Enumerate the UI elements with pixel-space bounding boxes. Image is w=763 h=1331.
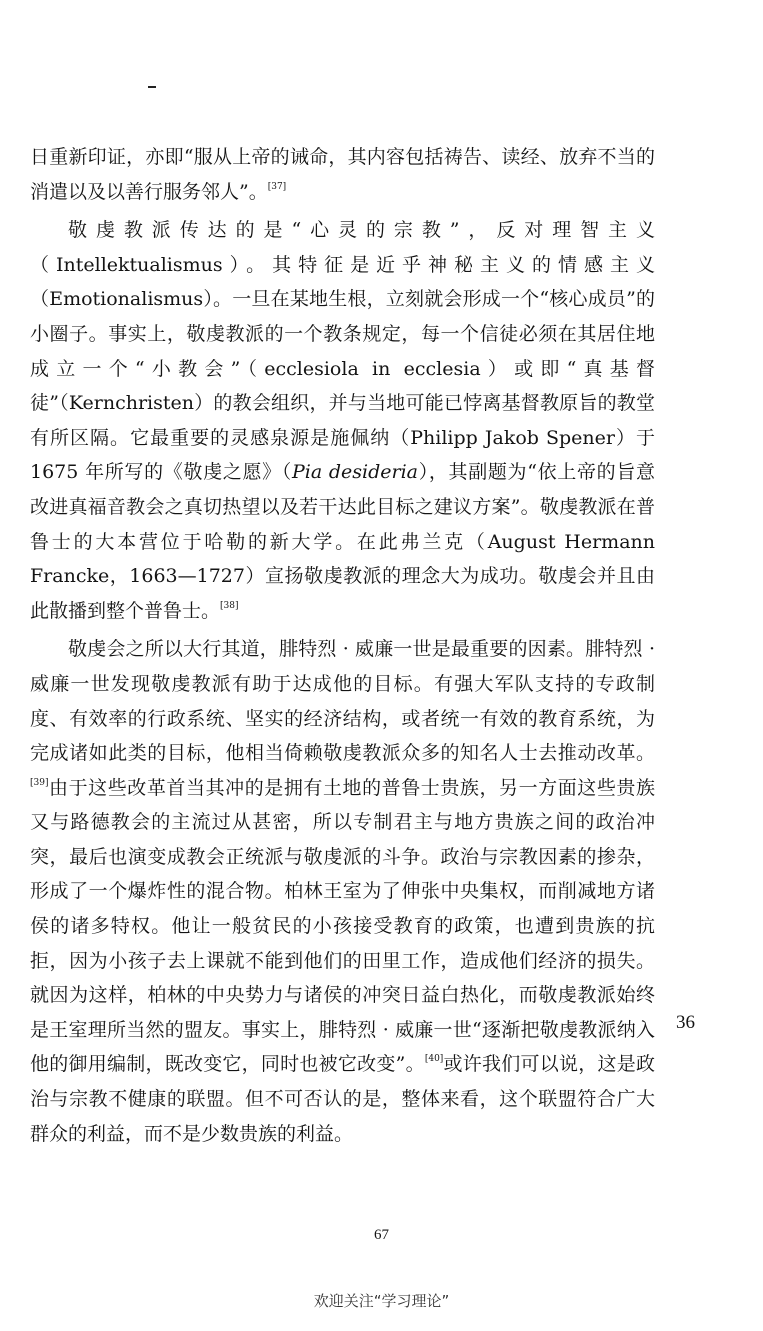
footnote-ref: [39] — [30, 777, 49, 788]
margin-number: 36 — [676, 1012, 695, 1033]
body-text — [30, 140, 655, 1151]
footer-note: 欢迎关注“学习理论” — [313, 1292, 450, 1310]
text-segment: 敬虔会之所以大行其道，腓特烈 · 威廉一世是最重要的因素。腓特烈 · 威廉一世发现敬虔教派有助于达成他的目标。有强大军队支持的专政制度、有效率的行政系统、坚实的经济结构，或者统一有效的教育系统，为完成诸如此类的目标，他相当倚赖敬虔教派众多的知名人士去推动改革。 — [30, 638, 655, 765]
paragraph — [30, 140, 655, 209]
text-segment: ），其副题为“依上帝的旨意改进真福音教会之真切热望以及若干达此目标之建议方案”。敬虔教派在普鲁士的大本营位于哈勒的新大学。在此弗兰克（August Hermann Francke，1663—1727）宣扬敬虔教派的理念大为成功。敬虔会并且由此散播到整个普鲁士。 — [30, 461, 655, 622]
text-segment: 或许我们可以说，这是政治与宗教不健康的联盟。但不可否认的是，整体来看，这个联盟符合广大群众的利益，而不是少数贵族的利益。 — [30, 1053, 655, 1145]
text-segment: 敬虔教派传达的是“心灵的宗教”，反对理智主义（Intellektualismus）。其特征是近乎神秘主义的情感主义（Emotionalismus）。一旦在某地生根，立刻就会形成一个“核心成员”的小圈子。事实上，敬虔教派的一个教条规定，每一个信徒必须在其居住地成立一个“小教会”（ecclesiola in ecclesia）或即“真基督徒”（Kernchristen）的教会组织，并与当地可能已悖离基督教原旨的教堂有所区隔。它最重要的灵感泉源是施佩纳（Philipp Jakob Spener）于 1675 年所写的《敬虔之愿》（ — [30, 219, 655, 484]
footnote-ref: [37] — [267, 181, 287, 192]
paragraph — [30, 632, 655, 1151]
text-segment: 由于这些改革首当其冲的是拥有土地的普鲁士贵族，另一方面这些贵族又与路德教会的主流过从甚密，所以专制君主与地方贵族之间的政治冲突，最后也演变成教会正统派与敬虔派的斗争。政治与宗教因素的掺杂，形成了一个爆炸性的混合物。柏林王室为了伸张中央集权，而削减地方诸侯的诸多特权。他让一般贫民的小孩接受教育的政策，也遭到贵族的抗拒，因为小孩子去上课就不能到他们的田里工作，造成他们经济的损失。就因为这样，柏林的中央势力与诸侯的冲突日益白热化，而敬虔教派始终是王室理所当然的盟友。事实上，腓特烈 · 威廉一世“逐渐把敬虔教派纳入他的御用编制，既改变它，同时也被它改变”。 — [30, 776, 655, 1076]
footnote-ref: [38] — [220, 600, 239, 611]
stray-mark — [148, 86, 156, 88]
page-number: 67 — [374, 1227, 389, 1243]
paragraph — [30, 213, 655, 628]
italic-title: Pia desideria — [291, 461, 419, 484]
footnote-ref: [40] — [424, 1054, 444, 1065]
text-segment: 日重新印证，亦即“服从上帝的诫命，其内容包括祷告、读经、放弃不当的消遣以及以善行服务邻人”。 — [30, 146, 655, 203]
